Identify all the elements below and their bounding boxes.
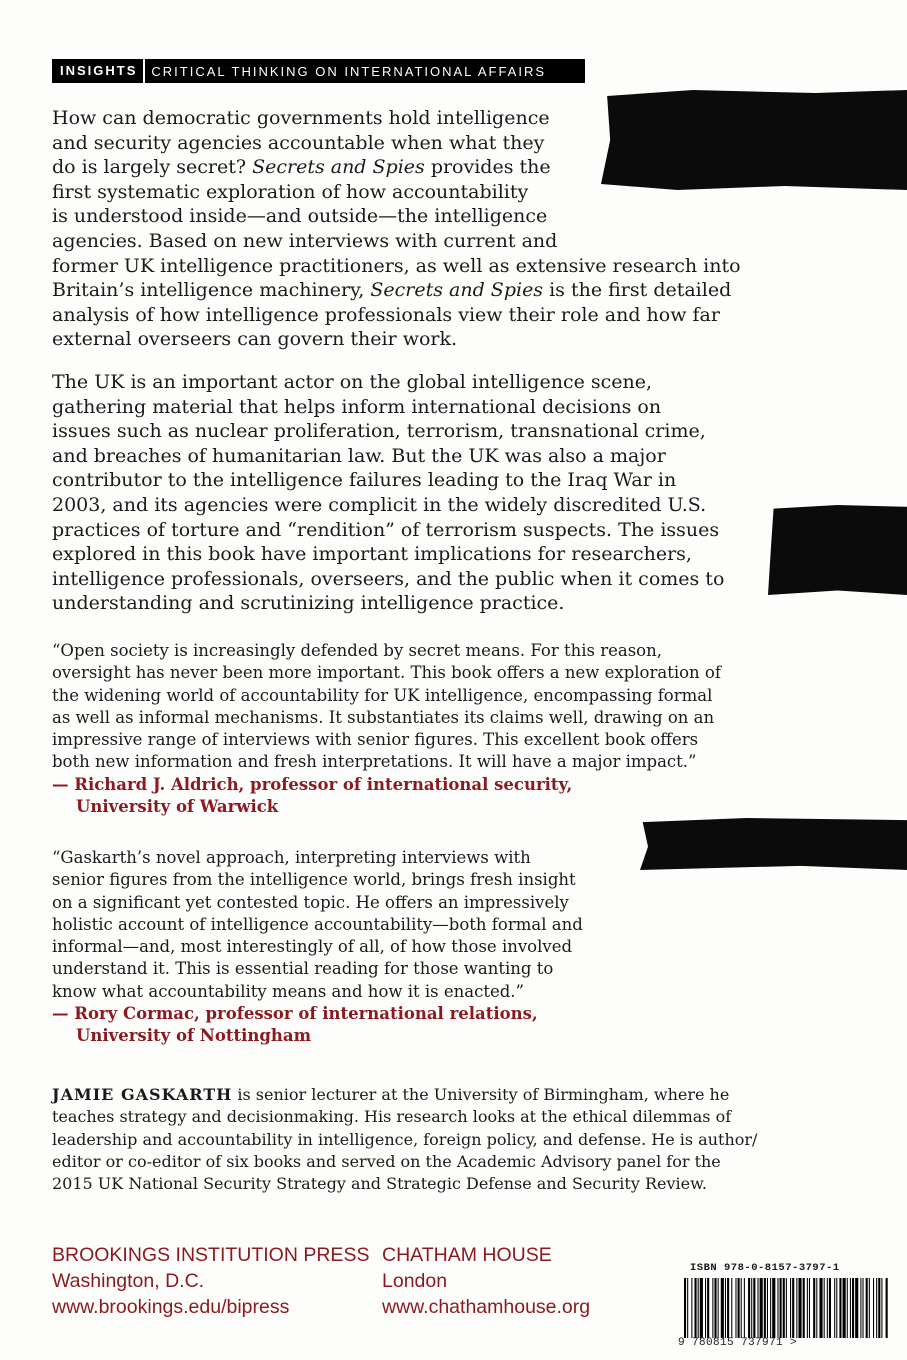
barcode-bar xyxy=(876,1278,877,1338)
barcode-bar xyxy=(807,1278,808,1338)
barcode-bar xyxy=(886,1278,888,1338)
barcode-bar xyxy=(863,1278,864,1338)
quote-attribution-affiliation: University of Nottingham xyxy=(76,1026,312,1046)
publisher-url: www.brookings.edu/bipress xyxy=(52,1296,290,1318)
barcode-bar xyxy=(770,1278,771,1338)
barcode-bar xyxy=(824,1278,825,1338)
barcode-bar xyxy=(738,1278,740,1338)
barcode-bar xyxy=(705,1278,706,1338)
barcode-digits: 9 780815 737971 > xyxy=(678,1337,798,1349)
isbn-barcode xyxy=(678,1262,896,1352)
barcode-bar xyxy=(725,1278,726,1338)
barcode-bar xyxy=(873,1278,874,1338)
publisher-city: Washington, D.C. xyxy=(52,1270,205,1292)
barcode-bar xyxy=(712,1278,713,1338)
endorsement-quote-1: “Open society is increasingly defended by secret means. For this reason, oversight has never been more important. This book offers a new exploration of the widening world of accountability for UK intelligence, encompassing formal as well as informal mechanisms. It substantiates its claims well, drawing on an impressive range of interviews with senior figures. This excellent book offers both new information and fresh interpretations. It will have a major impact.” — Richard J. Aldrich, professor of international security, University of Warwick xyxy=(52,641,721,817)
barcode-bar xyxy=(850,1278,851,1338)
barcode-bar xyxy=(691,1278,692,1338)
barcode-bar xyxy=(748,1278,750,1338)
barcode-bar xyxy=(760,1278,763,1338)
barcode-bars xyxy=(684,1278,888,1338)
blurb-paragraph-2: The UK is an important actor on the global intelligence scene, gathering material that helps inform international decisions on issues such as nuclear proliferation, terrorism, transnational crime, and breaches of humanitarian law. But the UK was also a major contributor to the intelligence failures leading to the Iraq War in 2003, and its agencies were complicit in the widely discredited U.S. practices of torture and “rendition” of terrorism suspects. The issues explored in this book have important implications for researchers, intelligence professionals, overseers, and the public when it comes to understanding and scrutinizing intelligence practice. xyxy=(52,371,725,615)
book-title-italic: Secrets and Spies xyxy=(252,156,425,179)
barcode-bar xyxy=(803,1278,805,1338)
series-title: CRITICAL THINKING ON INTERNATIONAL AFFAIRS xyxy=(151,63,547,79)
barcode-bar xyxy=(741,1278,742,1338)
barcode-bar xyxy=(816,1278,817,1338)
barcode-bar xyxy=(819,1278,822,1338)
endorsement-quote-2: “Gaskarth’s novel approach, interpreting interviews with senior figures from the intelligence world, brings fresh insight on a significant yet contested topic. He offers an impressively holistic account of intelligence accountability—both formal and informal—and, most interestingly of all, of how those involved understand it. This is essential reading for those wanting to know what accountability means and how it is enacted.” — Rory Cormac, professor of international relations, University of Nottingham xyxy=(52,848,583,1046)
barcode-bar xyxy=(829,1278,831,1338)
barcode-bar xyxy=(695,1278,697,1338)
author-name: JAMIE GASKARTH xyxy=(52,1085,233,1104)
barcode-bar xyxy=(780,1278,782,1338)
barcode-bar xyxy=(836,1278,837,1338)
redaction-bar-lower xyxy=(640,818,907,870)
barcode-bar xyxy=(790,1278,791,1338)
barcode-bar xyxy=(798,1278,801,1338)
barcode-bar xyxy=(764,1278,766,1338)
series-badge: INSIGHTS xyxy=(52,59,145,83)
barcode-bar xyxy=(847,1278,848,1338)
barcode-bar xyxy=(852,1278,854,1338)
barcode-bar xyxy=(767,1278,768,1338)
quote-attribution: — Rory Cormac, professor of international relations, xyxy=(52,1004,538,1024)
barcode-bar xyxy=(700,1278,703,1338)
barcode-bar xyxy=(744,1278,745,1338)
barcode-bar xyxy=(687,1278,688,1338)
barcode-bar xyxy=(783,1278,785,1338)
blurb-paragraph-1: How can democratic governments hold intelligence and security agencies accountable when what they do is largely secret? Secrets and Spies provides the first systematic exploration of how accountability is understood inside—and outside—the intelligence agencies. Based on new interviews with current and former UK intelligence practitioners, as well as extensive research into Britain’s intelligence machinery, Secrets and Spies is the first detailed analysis of how intelligence professionals view their role and how far external overseers can govern their work. xyxy=(52,107,741,351)
quote-attribution-affiliation: University of Warwick xyxy=(76,797,279,817)
series-banner xyxy=(52,59,585,83)
barcode-bar xyxy=(718,1278,719,1338)
quote-attribution: — Richard J. Aldrich, professor of international security, xyxy=(52,774,573,794)
barcode-bar xyxy=(786,1278,787,1338)
barcode-bar xyxy=(834,1278,835,1338)
author-bio: JAMIE GASKARTH is senior lecturer at the University of Birmingham, where he teaches strategy and decisionmaking. His research looks at the ethical dilemmas of leadership and accountability in intelligence, foreign policy, and defense. He is author/ editor or co-editor of six books and served on the Academic Advisory panel for the 2015 UK National Security Strategy and Strategic Defense and Security Review. xyxy=(52,1085,758,1194)
barcode-bar xyxy=(796,1278,797,1338)
book-title-italic: Secrets and Spies xyxy=(370,279,544,302)
publisher-city: London xyxy=(382,1270,448,1292)
barcode-bar xyxy=(869,1278,870,1338)
barcode-bar xyxy=(707,1278,709,1338)
barcode-bar xyxy=(735,1278,736,1338)
barcode-bar xyxy=(827,1278,828,1338)
barcode-bar xyxy=(792,1278,794,1338)
barcode-bar xyxy=(860,1278,861,1338)
barcode-bar xyxy=(881,1278,882,1338)
publisher-brookings xyxy=(52,1242,369,1320)
barcode-bar xyxy=(721,1278,724,1338)
isbn-label: ISBN 978-0-8157-3797-1 xyxy=(690,1262,840,1274)
barcode-bar xyxy=(753,1278,755,1338)
barcode-bar xyxy=(714,1278,716,1338)
publisher-name: BROOKINGS INSTITUTION PRESS xyxy=(52,1244,370,1266)
redaction-bar-middle xyxy=(768,505,907,595)
publisher-name: CHATHAM HOUSE xyxy=(382,1244,552,1266)
barcode-bar xyxy=(777,1278,778,1338)
publisher-chatham-house xyxy=(382,1242,590,1320)
barcode-bar xyxy=(813,1278,815,1338)
barcode-bar xyxy=(809,1278,810,1338)
barcode-bar xyxy=(855,1278,858,1338)
barcode-bar xyxy=(684,1278,686,1338)
barcode-bar xyxy=(727,1278,729,1338)
barcode-bar xyxy=(751,1278,752,1338)
barcode-bar xyxy=(866,1278,868,1338)
barcode-bar xyxy=(839,1278,841,1338)
barcode-bar xyxy=(758,1278,759,1338)
barcode-bar xyxy=(731,1278,732,1338)
barcode-bar xyxy=(878,1278,880,1338)
barcode-bar xyxy=(843,1278,846,1338)
barcode-bar xyxy=(772,1278,775,1338)
publisher-url: www.chathamhouse.org xyxy=(382,1296,591,1318)
barcode-bar xyxy=(698,1278,699,1338)
